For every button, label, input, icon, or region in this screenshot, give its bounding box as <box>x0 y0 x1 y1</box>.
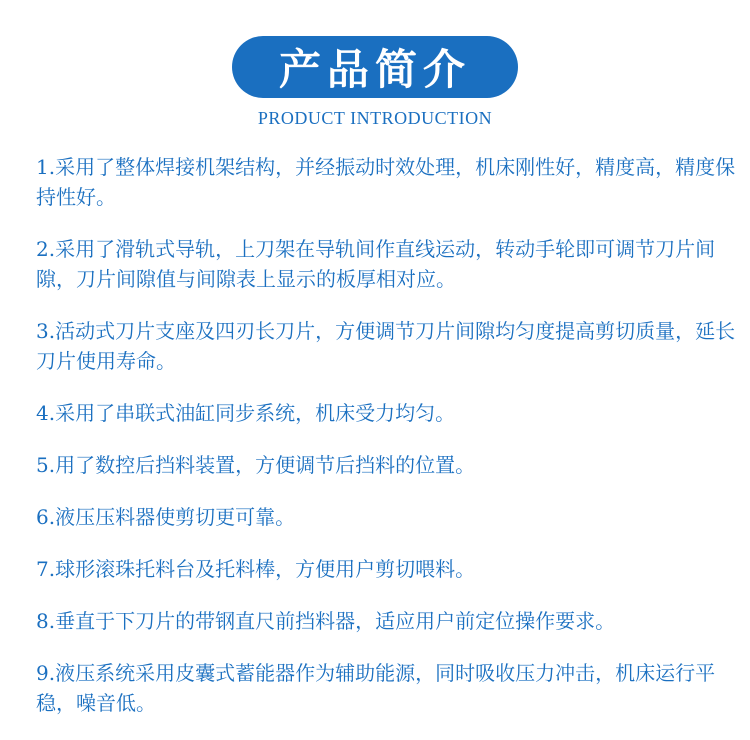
feature-item-9: 9.液压系统采用皮囊式蓄能器作为辅助能源，同时吸收压力冲击，机床运行平稳，噪音低。 <box>36 661 716 715</box>
feature-item-8: 8.垂直于下刀片的带钢直尺前挡料器，适应用户前定位操作要求。 <box>36 609 616 633</box>
feature-item-7: 7.球形滚珠托料台及托料棒，方便用户剪切喂料。 <box>36 557 476 581</box>
feature-item-3: 3.活动式刀片支座及四刃长刀片，方便调节刀片间隙均匀度提高剪切质量，延长刀片使用寿命。 <box>36 319 736 373</box>
feature-item-5: 5.用了数控后挡料装置，方便调节后挡料的位置。 <box>36 453 476 477</box>
feature-item-4: 4.采用了串联式油缸同步系统，机床受力均匀。 <box>36 401 456 425</box>
page-subtitle: PRODUCT INTRODUCTION <box>257 108 493 128</box>
title-banner <box>232 36 518 98</box>
page-title: 产品简介 <box>278 45 471 94</box>
feature-item-1: 1.采用了整体焊接机架结构，并经振动时效处理，机床刚性好，精度高，精度保持性好。 <box>36 155 736 209</box>
feature-item-2: 2.采用了滑轨式导轨，上刀架在导轨间作直线运动，转动手轮即可调节刀片间隙，刀片间隙值与间隙表上显示的板厚相对应。 <box>36 237 716 291</box>
feature-item-6: 6.液压压料器使剪切更可靠。 <box>36 505 296 529</box>
header <box>0 0 750 140</box>
feature-list <box>36 152 736 740</box>
